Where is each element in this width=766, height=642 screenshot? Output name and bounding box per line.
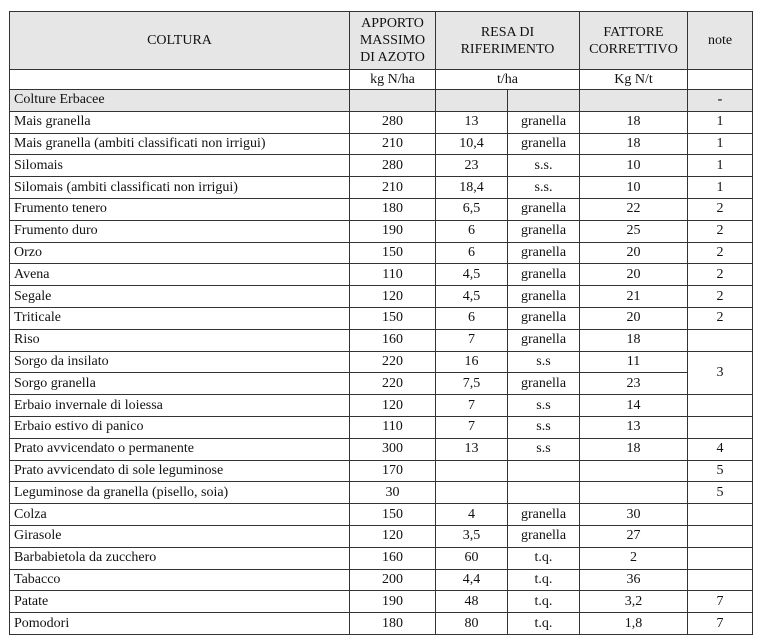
unit-empty <box>10 70 350 90</box>
cell-resa: 48 <box>436 591 508 613</box>
cell-coltura: Mais granella (ambiti classificati non irrigui) <box>10 133 350 155</box>
cell-resa: 13 <box>436 438 508 460</box>
cell-resa: 16 <box>436 351 508 373</box>
table-row <box>10 329 753 351</box>
cell-note: 2 <box>688 242 753 264</box>
cell-fattore: 20 <box>580 307 688 329</box>
cell-apporto: 190 <box>350 220 436 242</box>
table-row <box>10 569 753 591</box>
cell-resa: 4,5 <box>436 286 508 308</box>
cell-tipo: granella <box>508 373 580 395</box>
cell-tipo: granella <box>508 525 580 547</box>
cell-note: 5 <box>688 482 753 504</box>
cell-note <box>688 569 753 591</box>
cell-tipo: s.s <box>508 416 580 438</box>
header-note: note <box>688 12 753 70</box>
cell-apporto: 150 <box>350 242 436 264</box>
cell-coltura: Tabacco <box>10 569 350 591</box>
cell-tipo: granella <box>508 504 580 526</box>
cell-apporto: 210 <box>350 177 436 199</box>
cell-note <box>688 395 753 417</box>
cell-resa: 60 <box>436 547 508 569</box>
cell-fattore: 10 <box>580 177 688 199</box>
cell-coltura: Barbabietola da zucchero <box>10 547 350 569</box>
table-row <box>10 286 753 308</box>
cell-coltura: Prato avvicendato o permanente <box>10 438 350 460</box>
table-row <box>10 307 753 329</box>
cell-tipo: granella <box>508 264 580 286</box>
cell-resa: 4 <box>436 504 508 526</box>
cell-tipo: granella <box>508 111 580 133</box>
cell-tipo: granella <box>508 220 580 242</box>
cell-coltura: Riso <box>10 329 350 351</box>
cell-tipo <box>508 482 580 504</box>
cell-fattore: 21 <box>580 286 688 308</box>
cell-note: 2 <box>688 264 753 286</box>
cell-fattore: 1,8 <box>580 613 688 635</box>
unit-note-empty <box>688 70 753 90</box>
cell-fattore: 22 <box>580 198 688 220</box>
section-empty <box>508 90 580 112</box>
table-row <box>10 438 753 460</box>
cell-fattore: 27 <box>580 525 688 547</box>
table-row <box>10 482 753 504</box>
cell-note <box>688 525 753 547</box>
table-row <box>10 373 753 395</box>
cell-tipo: t.q. <box>508 613 580 635</box>
cell-tipo: s.s <box>508 351 580 373</box>
table-row <box>10 351 753 373</box>
table-row <box>10 525 753 547</box>
cell-fattore <box>580 460 688 482</box>
cell-resa: 4,5 <box>436 264 508 286</box>
cell-note: 2 <box>688 220 753 242</box>
cell-resa: 6 <box>436 307 508 329</box>
cell-apporto: 150 <box>350 307 436 329</box>
cell-apporto: 190 <box>350 591 436 613</box>
cell-note: 7 <box>688 591 753 613</box>
cell-coltura: Colza <box>10 504 350 526</box>
cell-note <box>688 416 753 438</box>
table-row <box>10 591 753 613</box>
cell-coltura: Silomais (ambiti classificati non irrigui) <box>10 177 350 199</box>
cell-apporto: 160 <box>350 329 436 351</box>
cell-note: 1 <box>688 155 753 177</box>
cell-note: 3 <box>688 351 753 395</box>
cell-apporto: 120 <box>350 395 436 417</box>
cell-tipo: t.q. <box>508 591 580 613</box>
cell-coltura: Mais granella <box>10 111 350 133</box>
header-fattore: FATTORE CORRETTIVO <box>580 12 688 70</box>
cell-fattore: 10 <box>580 155 688 177</box>
cell-coltura: Frumento duro <box>10 220 350 242</box>
cell-tipo: t.q. <box>508 569 580 591</box>
cell-resa <box>436 460 508 482</box>
cell-fattore: 11 <box>580 351 688 373</box>
cell-apporto: 120 <box>350 525 436 547</box>
cell-note: 1 <box>688 111 753 133</box>
cell-resa: 80 <box>436 613 508 635</box>
cell-note: 5 <box>688 460 753 482</box>
cell-note <box>688 547 753 569</box>
section-note: - <box>688 90 753 112</box>
cell-apporto: 120 <box>350 286 436 308</box>
unit-resa: t/ha <box>436 70 580 90</box>
cell-coltura: Avena <box>10 264 350 286</box>
cell-resa: 13 <box>436 111 508 133</box>
cell-tipo: t.q. <box>508 547 580 569</box>
cell-coltura: Patate <box>10 591 350 613</box>
table-row <box>10 460 753 482</box>
cell-tipo: granella <box>508 307 580 329</box>
cell-tipo: granella <box>508 286 580 308</box>
cell-resa: 7 <box>436 329 508 351</box>
cell-tipo: granella <box>508 329 580 351</box>
cell-apporto: 150 <box>350 504 436 526</box>
cell-coltura: Sorgo granella <box>10 373 350 395</box>
section-empty <box>436 90 508 112</box>
cell-resa: 7,5 <box>436 373 508 395</box>
cell-note: 4 <box>688 438 753 460</box>
table-row <box>10 264 753 286</box>
table-row <box>10 504 753 526</box>
cell-resa: 18,4 <box>436 177 508 199</box>
table-row <box>10 111 753 133</box>
cell-resa: 7 <box>436 416 508 438</box>
cell-coltura: Silomais <box>10 155 350 177</box>
table-row <box>10 613 753 635</box>
cell-fattore: 2 <box>580 547 688 569</box>
cell-fattore: 13 <box>580 416 688 438</box>
cell-tipo: s.s. <box>508 177 580 199</box>
cell-resa: 6,5 <box>436 198 508 220</box>
cell-apporto: 30 <box>350 482 436 504</box>
section-row <box>10 90 753 112</box>
cell-tipo: s.s <box>508 438 580 460</box>
cell-apporto: 300 <box>350 438 436 460</box>
cell-coltura: Erbaio invernale di loiessa <box>10 395 350 417</box>
table-row <box>10 133 753 155</box>
header-apporto: APPORTO MASSIMO DI AZOTO <box>350 12 436 70</box>
nitrogen-table <box>9 11 753 635</box>
cell-coltura: Erbaio estivo di panico <box>10 416 350 438</box>
cell-fattore: 30 <box>580 504 688 526</box>
cell-fattore: 3,2 <box>580 591 688 613</box>
cell-fattore <box>580 482 688 504</box>
table-row <box>10 220 753 242</box>
header-resa: RESA DI RIFERIMENTO <box>436 12 580 70</box>
header-coltura: COLTURA <box>10 12 350 70</box>
table-row <box>10 242 753 264</box>
cell-resa: 7 <box>436 395 508 417</box>
table-row <box>10 547 753 569</box>
cell-tipo <box>508 460 580 482</box>
section-empty <box>580 90 688 112</box>
cell-apporto: 170 <box>350 460 436 482</box>
cell-note <box>688 329 753 351</box>
cell-tipo: granella <box>508 198 580 220</box>
cell-fattore: 25 <box>580 220 688 242</box>
cell-resa: 6 <box>436 242 508 264</box>
header-row <box>10 12 753 70</box>
cell-fattore: 23 <box>580 373 688 395</box>
cell-fattore: 14 <box>580 395 688 417</box>
cell-coltura: Orzo <box>10 242 350 264</box>
units-row <box>10 70 753 90</box>
cell-tipo: granella <box>508 242 580 264</box>
cell-fattore: 18 <box>580 133 688 155</box>
cell-apporto: 220 <box>350 351 436 373</box>
cell-tipo: granella <box>508 133 580 155</box>
cell-note: 1 <box>688 133 753 155</box>
cell-fattore: 36 <box>580 569 688 591</box>
cell-apporto: 280 <box>350 155 436 177</box>
table-row <box>10 416 753 438</box>
cell-coltura: Frumento tenero <box>10 198 350 220</box>
cell-coltura: Segale <box>10 286 350 308</box>
section-empty <box>350 90 436 112</box>
cell-apporto: 200 <box>350 569 436 591</box>
cell-coltura: Pomodori <box>10 613 350 635</box>
unit-apporto: kg N/ha <box>350 70 436 90</box>
cell-note: 7 <box>688 613 753 635</box>
cell-resa <box>436 482 508 504</box>
cell-apporto: 210 <box>350 133 436 155</box>
unit-fattore: Kg N/t <box>580 70 688 90</box>
cell-tipo: s.s <box>508 395 580 417</box>
cell-note: 2 <box>688 286 753 308</box>
cell-fattore: 18 <box>580 438 688 460</box>
cell-note: 1 <box>688 177 753 199</box>
nitrogen-table-container <box>9 11 753 635</box>
cell-coltura: Prato avvicendato di sole leguminose <box>10 460 350 482</box>
cell-note: 2 <box>688 307 753 329</box>
cell-apporto: 160 <box>350 547 436 569</box>
cell-resa: 23 <box>436 155 508 177</box>
cell-apporto: 180 <box>350 198 436 220</box>
table-row <box>10 177 753 199</box>
cell-fattore: 20 <box>580 242 688 264</box>
cell-resa: 3,5 <box>436 525 508 547</box>
cell-note <box>688 504 753 526</box>
cell-fattore: 18 <box>580 111 688 133</box>
cell-apporto: 110 <box>350 264 436 286</box>
cell-fattore: 20 <box>580 264 688 286</box>
cell-note: 2 <box>688 198 753 220</box>
section-label: Colture Erbacee <box>10 90 350 112</box>
cell-coltura: Sorgo da insilato <box>10 351 350 373</box>
table-row <box>10 395 753 417</box>
cell-coltura: Leguminose da granella (pisello, soia) <box>10 482 350 504</box>
table-row <box>10 155 753 177</box>
cell-tipo: s.s. <box>508 155 580 177</box>
cell-resa: 10,4 <box>436 133 508 155</box>
cell-resa: 6 <box>436 220 508 242</box>
cell-apporto: 280 <box>350 111 436 133</box>
cell-apporto: 220 <box>350 373 436 395</box>
cell-apporto: 180 <box>350 613 436 635</box>
cell-coltura: Triticale <box>10 307 350 329</box>
cell-resa: 4,4 <box>436 569 508 591</box>
cell-apporto: 110 <box>350 416 436 438</box>
table-row <box>10 198 753 220</box>
cell-coltura: Girasole <box>10 525 350 547</box>
cell-fattore: 18 <box>580 329 688 351</box>
